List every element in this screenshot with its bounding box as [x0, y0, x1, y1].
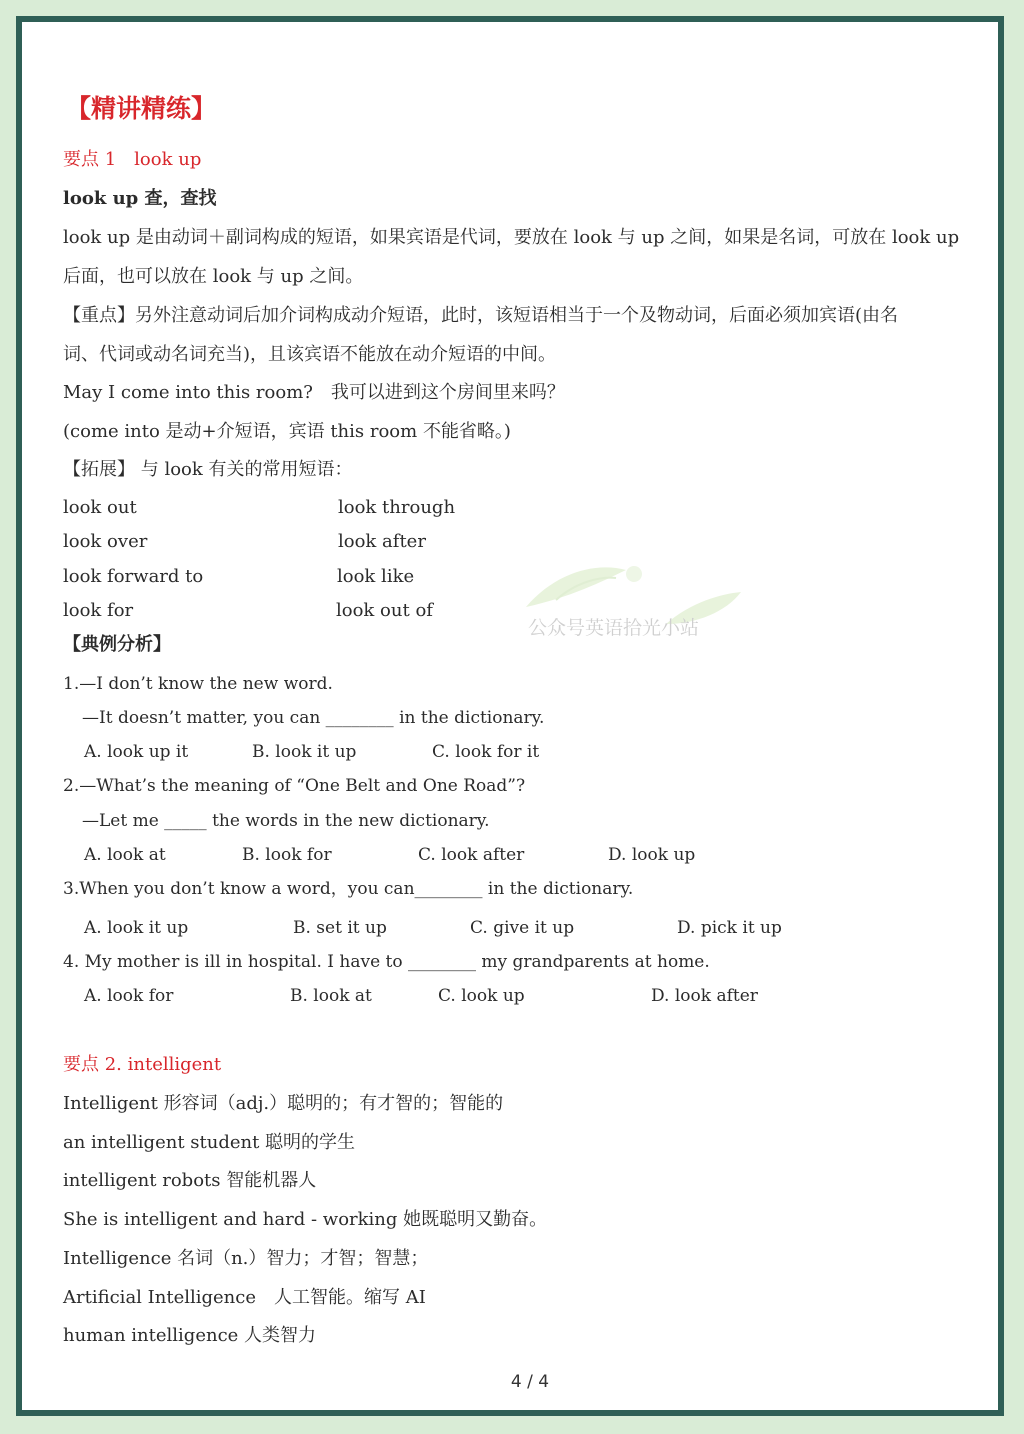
question-3-option: D. pick it up: [677, 918, 782, 938]
point1-key-2: 词、代词或动名词充当)，且该宾语不能放在动介短语的中间。: [63, 344, 557, 365]
point1-example: May I come into this room? 我可以进到这个房间里来吗？: [63, 382, 565, 403]
point1-explain-1: look up 是由动词＋副词构成的短语，如果宾语是代词，要放在 look 与 up 之间，如果是名词，可放在 look up: [63, 227, 960, 248]
point2-line: She is intelligent and hard - working 她既聪明又勤奋。: [63, 1209, 548, 1230]
question-2-a: 2.—What’s the meaning of “One Belt and One Road”?: [63, 776, 526, 796]
phrase-left: look for: [63, 600, 134, 621]
point1-key-1: 【重点】另外注意动词后加介词构成动介短语，此时，该短语相当于一个及物动词，后面必须加宾语(由名: [63, 305, 899, 326]
point1-heading: 要点 1 look up: [63, 149, 202, 170]
point2-line: intelligent robots 智能机器人: [63, 1170, 317, 1191]
phrase-left: look over: [63, 531, 148, 552]
point1-example-note: (come into 是动+介短语，宾语 this room 不能省略。): [63, 421, 511, 442]
phrase-left: look out: [63, 497, 137, 518]
point2-line: human intelligence 人类智力: [63, 1325, 317, 1346]
question-4: 4. My mother is ill in hospital. I have to ________ my grandparents at home.: [63, 952, 710, 972]
phrase-right: look like: [337, 566, 415, 587]
question-1-b: —It doesn’t matter, you can ________ in the dictionary.: [82, 708, 545, 728]
question-2-option: B. look for: [242, 845, 332, 865]
question-3-option: C. give it up: [470, 918, 575, 938]
question-1-option: A. look up it: [84, 742, 189, 762]
section-title: 【精讲精练】: [66, 94, 217, 123]
question-4-option: B. look at: [290, 986, 372, 1006]
point2-line: Intelligent 形容词（adj.）聪明的；有才智的；智能的: [63, 1093, 504, 1114]
phrase-left: look forward to: [63, 566, 204, 587]
point2-line: Intelligence 名词（n.）智力；才智；智慧；: [63, 1248, 429, 1269]
question-2-b: —Let me _____ the words in the new dictionary.: [82, 811, 490, 831]
question-1-a: 1.—I don’t know the new word.: [63, 674, 333, 694]
question-3: 3.When you don’t know a word，you can________ in the dictionary.: [63, 879, 634, 899]
question-4-option: C. look up: [438, 986, 525, 1006]
point1-explain-2: 后面，也可以放在 look 与 up 之间。: [63, 266, 364, 287]
question-2-option: C. look after: [418, 845, 525, 865]
question-2-option: D. look up: [608, 845, 696, 865]
point2-line: Artificial Intelligence 人工智能。缩写 AI: [63, 1287, 426, 1308]
question-2-option: A. look at: [84, 845, 166, 865]
page-number: 4 / 4: [510, 1372, 550, 1392]
question-1-option: B. look it up: [252, 742, 357, 762]
watermark-text: 公众号英语拾光小站: [528, 617, 700, 639]
question-3-option: A. look it up: [84, 918, 189, 938]
point2-heading: 要点 2. intelligent: [63, 1054, 222, 1075]
question-4-option: A. look for: [84, 986, 174, 1006]
phrase-right: look through: [338, 497, 456, 518]
point1-definition: look up 查，查找: [63, 188, 217, 209]
question-4-option: D. look after: [651, 986, 758, 1006]
analysis-heading: 【典例分析】: [63, 634, 171, 655]
phrase-right: look out of: [336, 600, 433, 621]
point2-line: an intelligent student 聪明的学生: [63, 1132, 356, 1153]
question-3-option: B. set it up: [293, 918, 387, 938]
question-1-option: C. look for it: [432, 742, 540, 762]
point1-extend: 【拓展】 与 look 有关的常用短语：: [63, 459, 353, 480]
phrase-right: look after: [338, 531, 426, 552]
